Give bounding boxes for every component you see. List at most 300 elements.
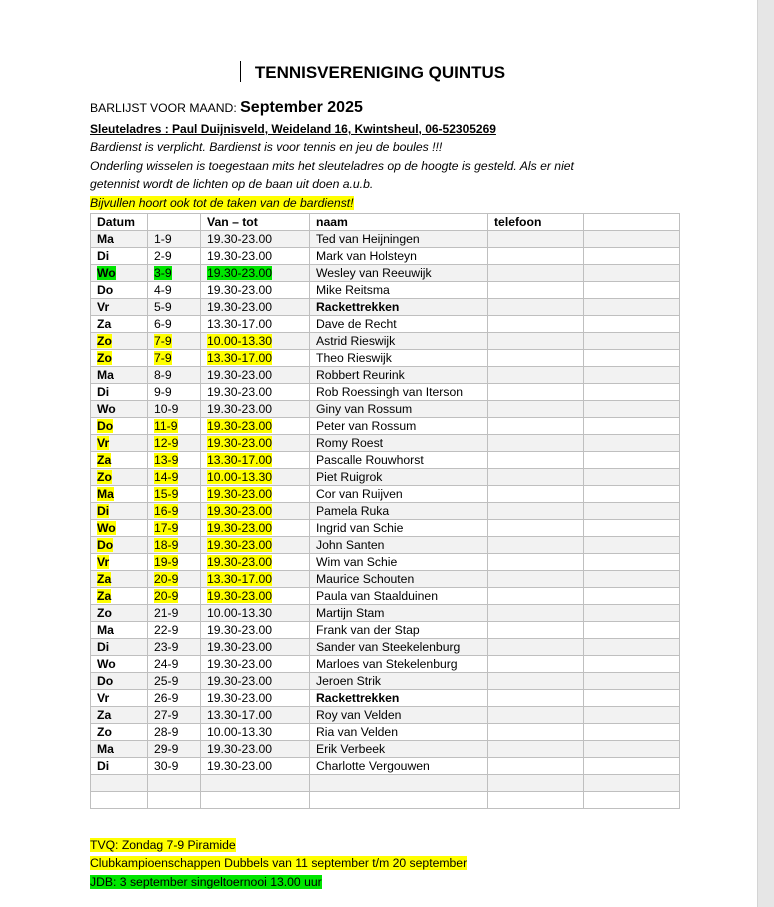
- cell-day: [91, 588, 148, 605]
- cell-day-text: Zo: [97, 334, 112, 348]
- table-row: [91, 554, 680, 571]
- cell-date-text: 18-9: [154, 538, 179, 552]
- cell-time-text: 19.30-23.00: [207, 674, 273, 688]
- cell-day-text: Ma: [97, 742, 114, 756]
- cell-phone: [488, 673, 584, 690]
- cell-day: [91, 452, 148, 469]
- cell-day: [91, 690, 148, 707]
- cell-name-text: Frank van der Stap: [316, 623, 420, 637]
- cell-time: [201, 724, 310, 741]
- cell-extra: [584, 792, 680, 809]
- table-row: [91, 673, 680, 690]
- document-title: TENNISVERENIGING QUINTUS: [254, 63, 506, 82]
- cell-time-text: 13.30-17.00: [207, 317, 273, 331]
- cell-time: [201, 282, 310, 299]
- cell-date-text: 10-9: [154, 402, 179, 416]
- cell-extra: [584, 282, 680, 299]
- table-row: [91, 231, 680, 248]
- cell-name-text: Astrid Rieswijk: [316, 334, 396, 348]
- cell-name-text: Jeroen Strik: [316, 674, 382, 688]
- cell-date-text: 27-9: [154, 708, 179, 722]
- cell-phone: [488, 792, 584, 809]
- cell-name-text: Cor van Ruijven: [316, 487, 403, 501]
- cell-day-text: Za: [97, 317, 112, 331]
- cell-name: [310, 299, 488, 316]
- cell-extra: [584, 673, 680, 690]
- cell-time: [201, 265, 310, 282]
- cell-name: [310, 316, 488, 333]
- header-date: [148, 214, 201, 231]
- table-row: [91, 350, 680, 367]
- cell-time-text: 13.30-17.00: [207, 351, 273, 365]
- cell-time-text: 19.30-23.00: [207, 300, 273, 314]
- cell-time-text: 19.30-23.00: [207, 657, 273, 671]
- cell-phone: [488, 503, 584, 520]
- cell-name-text: Mike Reitsma: [316, 283, 390, 297]
- cell-date-text: 20-9: [154, 572, 179, 586]
- cell-extra: [584, 418, 680, 435]
- cell-time: [201, 707, 310, 724]
- cell-name: [310, 690, 488, 707]
- cell-day-text: Ma: [97, 368, 114, 382]
- cell-date: [148, 605, 201, 622]
- cell-name-text: Giny van Rossum: [316, 402, 413, 416]
- footer-line-2: Clubkampioenschappen Dubbels van 11 september t/m 20 september: [90, 856, 468, 870]
- cell-date: [148, 401, 201, 418]
- cell-date: [148, 350, 201, 367]
- cell-phone: [488, 248, 584, 265]
- cell-time-text: 19.30-23.00: [207, 538, 273, 552]
- cell-name-text: Mark van Holsteyn: [316, 249, 417, 263]
- cell-name: [310, 775, 488, 792]
- cell-date: [148, 367, 201, 384]
- cell-time: [201, 741, 310, 758]
- cell-name-text: Robbert Reurink: [316, 368, 405, 382]
- cell-name: [310, 605, 488, 622]
- cell-extra: [584, 571, 680, 588]
- header-datum: Datum: [91, 214, 148, 231]
- cell-name-text: Charlotte Vergouwen: [316, 759, 430, 773]
- cell-date: [148, 554, 201, 571]
- cell-date-text: 1-9: [154, 232, 172, 246]
- cell-day-text: Zo: [97, 606, 112, 620]
- cell-extra: [584, 520, 680, 537]
- cell-time: [201, 673, 310, 690]
- header-phone: telefoon: [488, 214, 584, 231]
- cell-name-text: Rob Roessingh van Iterson: [316, 385, 464, 399]
- table-row: [91, 537, 680, 554]
- cell-time-text: 19.30-23.00: [207, 368, 273, 382]
- cell-phone: [488, 656, 584, 673]
- cell-day-text: Vr: [97, 691, 110, 705]
- cell-date-text: 26-9: [154, 691, 179, 705]
- cell-date: [148, 707, 201, 724]
- cell-extra: [584, 503, 680, 520]
- cell-name: [310, 741, 488, 758]
- cell-time: [201, 384, 310, 401]
- cell-time-text: 13.30-17.00: [207, 453, 273, 467]
- cell-day: [91, 673, 148, 690]
- cell-time: [201, 690, 310, 707]
- header-name: naam: [310, 214, 488, 231]
- cell-day-text: Wo: [97, 266, 116, 280]
- cell-time: [201, 452, 310, 469]
- cell-phone: [488, 282, 584, 299]
- cell-name-text: Roy van Velden: [316, 708, 402, 722]
- cell-phone: [488, 333, 584, 350]
- table-row: [91, 435, 680, 452]
- cell-extra: [584, 537, 680, 554]
- cell-time: [201, 333, 310, 350]
- table-header-row: [91, 214, 680, 231]
- cell-date-text: 29-9: [154, 742, 179, 756]
- note-line-4: Bijvullen hoort ook tot de taken van de bardienst!: [90, 196, 354, 210]
- cell-date: [148, 418, 201, 435]
- cell-time-text: 19.30-23.00: [207, 589, 273, 603]
- cell-time: [201, 639, 310, 656]
- cell-name-text: Marloes van Stekelenburg: [316, 657, 458, 671]
- cell-name: [310, 231, 488, 248]
- cell-name: [310, 486, 488, 503]
- cell-name-text: Ria van Velden: [316, 725, 398, 739]
- cell-extra: [584, 758, 680, 775]
- cell-date: [148, 265, 201, 282]
- cell-phone: [488, 724, 584, 741]
- table-row: [91, 248, 680, 265]
- cell-day-text: Di: [97, 385, 110, 399]
- cell-day: [91, 418, 148, 435]
- cell-day-text: Do: [97, 538, 114, 552]
- cell-time: [201, 486, 310, 503]
- table-row: [91, 741, 680, 758]
- scrollbar-thumb[interactable]: [761, 0, 771, 907]
- cell-day: [91, 537, 148, 554]
- cell-time-text: 19.30-23.00: [207, 521, 273, 535]
- cell-name: [310, 418, 488, 435]
- cell-time: [201, 588, 310, 605]
- cell-phone: [488, 775, 584, 792]
- cell-day: [91, 724, 148, 741]
- cell-phone: [488, 299, 584, 316]
- cell-extra: [584, 724, 680, 741]
- cell-time: [201, 622, 310, 639]
- cell-day-text: Wo: [97, 657, 116, 671]
- cell-name-text: Rackettrekken: [316, 691, 400, 705]
- cell-name: [310, 384, 488, 401]
- cell-extra: [584, 265, 680, 282]
- cell-day: [91, 503, 148, 520]
- cell-name: [310, 758, 488, 775]
- cell-date-text: 9-9: [154, 385, 172, 399]
- cell-name: [310, 452, 488, 469]
- cell-time-text: 13.30-17.00: [207, 572, 273, 586]
- cell-extra: [584, 435, 680, 452]
- cell-day: [91, 656, 148, 673]
- table-row: [91, 775, 680, 792]
- cell-phone: [488, 707, 584, 724]
- cell-date-text: 4-9: [154, 283, 172, 297]
- cell-extra: [584, 231, 680, 248]
- cell-phone: [488, 741, 584, 758]
- cell-time-text: 10.00-13.30: [207, 470, 273, 484]
- vertical-scrollbar[interactable]: [757, 0, 774, 907]
- table-row: [91, 605, 680, 622]
- cell-extra: [584, 690, 680, 707]
- table-row: [91, 333, 680, 350]
- cell-extra: [584, 350, 680, 367]
- cell-name-text: Pamela Ruka: [316, 504, 390, 518]
- cell-day: [91, 299, 148, 316]
- cell-date-text: 7-9: [154, 334, 172, 348]
- cell-name: [310, 282, 488, 299]
- note-line-1: Bardienst is verplicht. Bardienst is voor tennis en jeu de boules !!!: [90, 140, 443, 154]
- cell-date-text: 6-9: [154, 317, 172, 331]
- cell-time: [201, 758, 310, 775]
- cell-phone: [488, 367, 584, 384]
- cell-time-text: 19.30-23.00: [207, 436, 273, 450]
- cell-name: [310, 248, 488, 265]
- cell-name: [310, 503, 488, 520]
- cell-name-text: Paula van Staalduinen: [316, 589, 438, 603]
- cell-name: [310, 588, 488, 605]
- cell-extra: [584, 656, 680, 673]
- cell-day: [91, 486, 148, 503]
- cell-extra: [584, 333, 680, 350]
- cell-phone: [488, 435, 584, 452]
- cell-phone: [488, 231, 584, 248]
- cell-day: [91, 367, 148, 384]
- table-row: [91, 571, 680, 588]
- month-prefix: BARLIJST VOOR MAAND:: [90, 101, 241, 115]
- cell-time-text: 19.30-23.00: [207, 283, 273, 297]
- table-row: [91, 520, 680, 537]
- cell-date-text: 24-9: [154, 657, 179, 671]
- cell-name: [310, 639, 488, 656]
- cell-extra: [584, 486, 680, 503]
- cell-name: [310, 469, 488, 486]
- cell-date: [148, 299, 201, 316]
- cell-name: [310, 401, 488, 418]
- cell-time: [201, 231, 310, 248]
- cell-extra: [584, 401, 680, 418]
- cell-day: [91, 435, 148, 452]
- cell-name: [310, 350, 488, 367]
- cell-phone: [488, 418, 584, 435]
- cell-time-text: 19.30-23.00: [207, 402, 273, 416]
- cell-extra: [584, 622, 680, 639]
- cell-date-text: 7-9: [154, 351, 172, 365]
- cell-date: [148, 639, 201, 656]
- table-row: [91, 316, 680, 333]
- table-row: [91, 588, 680, 605]
- cell-date: [148, 588, 201, 605]
- cell-day: [91, 605, 148, 622]
- cell-day: [91, 333, 148, 350]
- note-line-2: Onderling wisselen is toegestaan mits het sleuteladres op de hoogte is gesteld. Als er niet: [90, 159, 574, 173]
- cell-day: [91, 758, 148, 775]
- table-row: [91, 503, 680, 520]
- cell-time: [201, 520, 310, 537]
- cell-day-text: Di: [97, 759, 110, 773]
- cell-date-text: 20-9: [154, 589, 179, 603]
- cell-time: [201, 605, 310, 622]
- cell-name-text: Sander van Steekelenburg: [316, 640, 461, 654]
- cell-date: [148, 571, 201, 588]
- cell-time-text: 19.30-23.00: [207, 385, 273, 399]
- cell-day-text: Zo: [97, 470, 112, 484]
- cell-date-text: 23-9: [154, 640, 179, 654]
- cell-date-text: 21-9: [154, 606, 179, 620]
- cell-extra: [584, 316, 680, 333]
- cell-date: [148, 452, 201, 469]
- cell-time: [201, 775, 310, 792]
- cell-name: [310, 367, 488, 384]
- cell-date: [148, 503, 201, 520]
- cell-day-text: Di: [97, 640, 110, 654]
- table-row: [91, 639, 680, 656]
- table-row: [91, 401, 680, 418]
- cell-name: [310, 656, 488, 673]
- cell-day-text: Ma: [97, 623, 114, 637]
- cell-name: [310, 265, 488, 282]
- cell-extra: [584, 384, 680, 401]
- cell-time-text: 19.30-23.00: [207, 640, 273, 654]
- cell-time-text: 10.00-13.30: [207, 606, 273, 620]
- cell-time: [201, 469, 310, 486]
- cell-name-text: Wesley van Reeuwijk: [316, 266, 432, 280]
- cell-phone: [488, 350, 584, 367]
- cell-name-text: Maurice Schouten: [316, 572, 415, 586]
- cell-time-text: 19.30-23.00: [207, 232, 273, 246]
- cell-phone: [488, 452, 584, 469]
- table-row: [91, 690, 680, 707]
- cell-name: [310, 571, 488, 588]
- cell-extra: [584, 299, 680, 316]
- month-line: [90, 99, 363, 117]
- cell-time-text: 19.30-23.00: [207, 691, 273, 705]
- cell-phone: [488, 316, 584, 333]
- cell-date: [148, 486, 201, 503]
- cell-day-text: Ma: [97, 487, 114, 501]
- bar-schedule-table: [90, 213, 680, 809]
- cell-phone: [488, 401, 584, 418]
- cell-name: [310, 707, 488, 724]
- cell-time-text: 19.30-23.00: [207, 504, 273, 518]
- cell-name-text: Peter van Rossum: [316, 419, 417, 433]
- cell-day-text: Vr: [97, 436, 110, 450]
- table-row: [91, 384, 680, 401]
- cell-extra: [584, 741, 680, 758]
- cell-extra: [584, 639, 680, 656]
- cell-date: [148, 469, 201, 486]
- cell-date: [148, 537, 201, 554]
- cell-time: [201, 350, 310, 367]
- cell-phone: [488, 537, 584, 554]
- table-row: [91, 622, 680, 639]
- cell-date: [148, 758, 201, 775]
- cell-day-text: Do: [97, 283, 114, 297]
- cell-date-text: 2-9: [154, 249, 172, 263]
- cell-name-text: Martijn Stam: [316, 606, 385, 620]
- cell-day-text: Za: [97, 572, 112, 586]
- cell-day-text: Do: [97, 674, 114, 688]
- cell-day-text: Do: [97, 419, 114, 433]
- cell-time-text: 19.30-23.00: [207, 623, 273, 637]
- cell-name-text: Rackettrekken: [316, 300, 400, 314]
- cell-name-text: Erik Verbeek: [316, 742, 386, 756]
- cell-extra: [584, 367, 680, 384]
- cell-time-text: 19.30-23.00: [207, 487, 273, 501]
- cell-date-text: 22-9: [154, 623, 179, 637]
- cell-date: [148, 656, 201, 673]
- cell-day-text: Zo: [97, 351, 112, 365]
- cell-day: [91, 282, 148, 299]
- table-row: [91, 707, 680, 724]
- cell-phone: [488, 265, 584, 282]
- cell-time: [201, 418, 310, 435]
- cell-time: [201, 503, 310, 520]
- table-row: [91, 282, 680, 299]
- cell-name-text: Romy Roest: [316, 436, 384, 450]
- cell-date-text: 17-9: [154, 521, 179, 535]
- cell-phone: [488, 520, 584, 537]
- cell-date-text: 8-9: [154, 368, 172, 382]
- cell-date-text: 3-9: [154, 266, 172, 280]
- note-line-3: getennist wordt de lichten op de baan uit doen a.u.b.: [90, 177, 374, 191]
- cell-day-text: Wo: [97, 521, 116, 535]
- table-row: [91, 469, 680, 486]
- cell-name-text: Ted van Heijningen: [316, 232, 420, 246]
- cell-date: [148, 741, 201, 758]
- cell-day-text: Zo: [97, 725, 112, 739]
- cell-day: [91, 469, 148, 486]
- cell-date: [148, 231, 201, 248]
- cell-time: [201, 367, 310, 384]
- cell-name: [310, 724, 488, 741]
- cell-phone: [488, 571, 584, 588]
- cell-date-text: 5-9: [154, 300, 172, 314]
- cell-day: [91, 741, 148, 758]
- cell-time: [201, 554, 310, 571]
- cell-day: [91, 792, 148, 809]
- footer-line-3: JDB: 3 september singeltoernooi 13.00 uur: [90, 875, 322, 889]
- cell-day: [91, 248, 148, 265]
- cell-time-text: 19.30-23.00: [207, 249, 273, 263]
- cell-day-text: Ma: [97, 232, 114, 246]
- key-address: Sleuteladres : Paul Duijnisveld, Weideland 16, Kwintsheul, 06-52305269: [90, 122, 496, 136]
- cell-name: [310, 673, 488, 690]
- cell-name-text: Pascalle Rouwhorst: [316, 453, 424, 467]
- cell-name-text: Theo Rieswijk: [316, 351, 392, 365]
- cell-time-text: 10.00-13.30: [207, 725, 273, 739]
- table-row: [91, 656, 680, 673]
- cell-day: [91, 775, 148, 792]
- cell-day-text: Vr: [97, 300, 110, 314]
- cell-time: [201, 316, 310, 333]
- cell-day-text: Di: [97, 249, 110, 263]
- cell-time: [201, 571, 310, 588]
- cell-extra: [584, 588, 680, 605]
- cell-date-text: 12-9: [154, 436, 179, 450]
- table-row: [91, 792, 680, 809]
- cell-date-text: 30-9: [154, 759, 179, 773]
- cell-date: [148, 792, 201, 809]
- cell-day-text: Za: [97, 453, 112, 467]
- table-row: [91, 724, 680, 741]
- cell-time-text: 19.30-23.00: [207, 266, 273, 280]
- cell-time-text: 19.30-23.00: [207, 555, 273, 569]
- cell-day: [91, 639, 148, 656]
